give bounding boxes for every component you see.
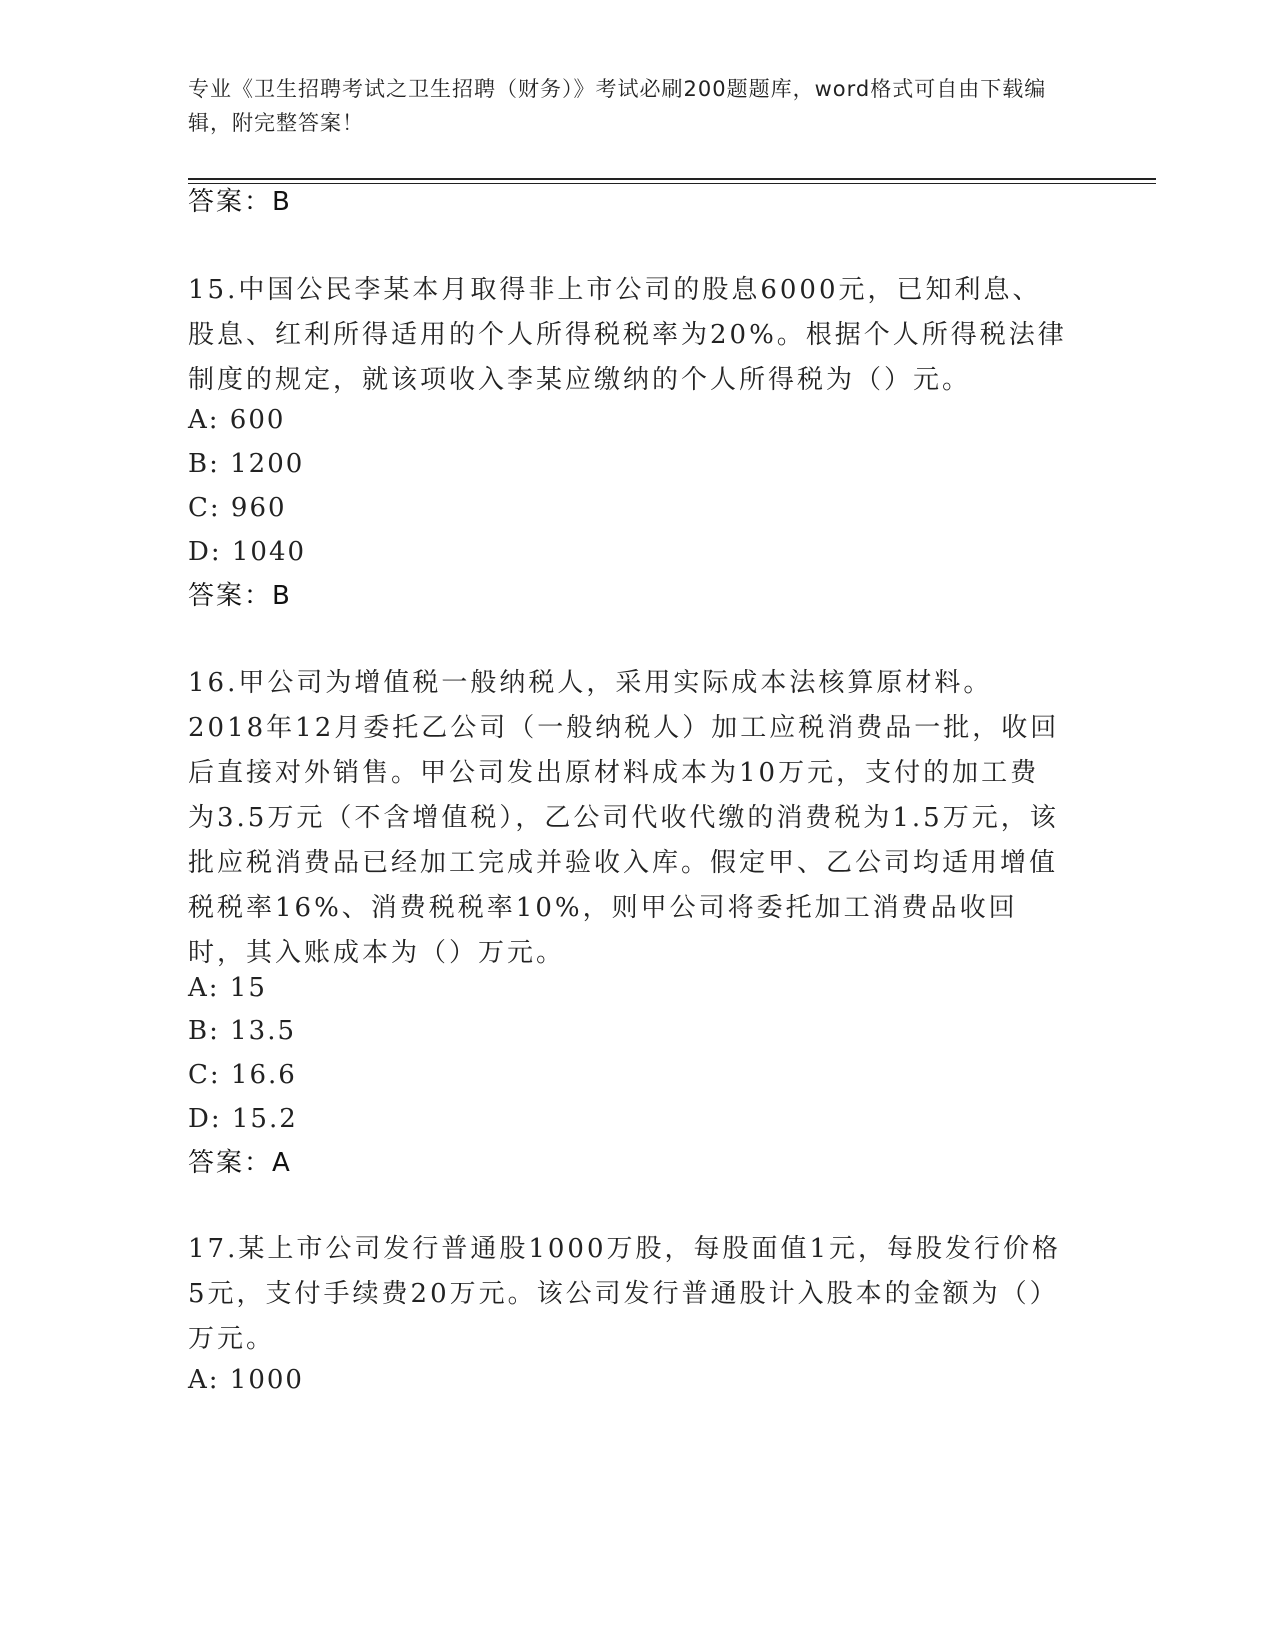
question-17-option-a: A: 1000 [188, 1365, 304, 1395]
header-divider-thin [188, 183, 1156, 184]
question-15-option-c: C: 960 [188, 493, 287, 523]
question-16-answer: 答案：A [188, 1148, 292, 1178]
question-16-text: 16.甲公司为增值税一般纳税人，采用实际成本法核算原材料。2018年12月委托乙公司（一般纳税人）加工应税消费品一批，收回后直接对外销售。甲公司发出原材料成本为10万元，支付的加工费为3.5万元（不含增值税），乙公司代收代缴的消费税为1.5万元，该批应税消费品已经加工完成并验收入库。假定甲、乙公司均适用增值税税率16%、消费税税率10%，则甲公司将委托加工消费品收回时，其入账成本为（）万元。 [188, 668, 1060, 968]
question-15-option-a: A: 600 [188, 405, 286, 435]
question-15-answer: 答案：B [188, 581, 292, 611]
answer-label: 答案：B [188, 187, 292, 217]
question-15-option-d: D: 1040 [188, 537, 307, 567]
question-17-text: 17.某上市公司发行普通股1000万股，每股面值1元，每股发行价格5元，支付手续费20万元。该公司发行普通股计入股本的金额为（）万元。 [188, 1234, 1062, 1354]
document-header: 专业《卫生招聘考试之卫生招聘（财务）》考试必刷200题题库，word格式可自由下载编辑，附完整答案！ [188, 77, 1047, 135]
question-16-option-a: A: 15 [188, 973, 267, 1003]
question-15-option-b: B: 1200 [188, 449, 305, 479]
question-16-option-c: C: 16.6 [188, 1060, 297, 1090]
header-divider-thick [188, 178, 1156, 180]
question-15-text: 15.中国公民李某本月取得非上市公司的股息6000元，已知利息、股息、红利所得适用的个人所得税税率为20%。根据个人所得税法律制度的规定，就该项收入李某应缴纳的个人所得税为（）元。 [188, 275, 1067, 395]
question-16-option-b: B: 13.5 [188, 1016, 297, 1046]
question-16-option-d: D: 15.2 [188, 1104, 298, 1134]
